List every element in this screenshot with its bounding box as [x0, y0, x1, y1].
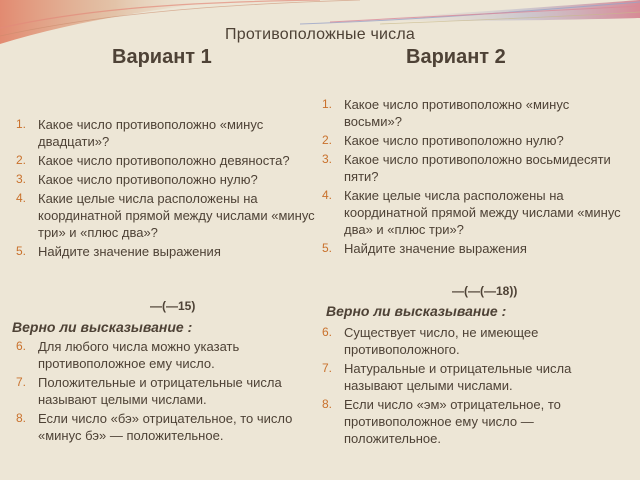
list-item — [16, 338, 324, 372]
item-number: 3. — [16, 172, 27, 186]
item-number: 2. — [322, 133, 333, 147]
item-number: 8. — [16, 411, 27, 425]
item-text: Какие целые числа расположены на координатной прямой между числами «минус три» и «плюс два»? — [38, 191, 315, 240]
item-text: Какие целые числа расположены на координатной прямой между числами «минус два» и «плюс три»? — [344, 188, 621, 237]
item-text: Какое число противоположно девяноста? — [38, 153, 290, 168]
variant-2-heading: Вариант 2 — [406, 46, 506, 68]
item-number: 7. — [322, 361, 333, 375]
variant-1-heading: Вариант 1 — [112, 46, 212, 68]
list-item — [322, 240, 630, 257]
list-item — [322, 324, 630, 358]
item-text: Натуральные и отрицательные числа называют целыми числами. — [344, 361, 572, 393]
list-item — [322, 151, 630, 185]
list-item — [16, 243, 318, 260]
slide-title: Противоположные числа — [225, 26, 415, 43]
list-item — [16, 374, 324, 408]
item-text: Какое число противоположно восьмидесяти пяти? — [344, 152, 611, 184]
item-text: Какое число противоположно «минус двадцати»? — [38, 117, 264, 149]
true-false-heading-2: Верно ли высказывание : — [326, 303, 507, 319]
expression-variant-1: —(—15) — [150, 299, 196, 313]
list-item — [16, 171, 318, 188]
item-number: 4. — [16, 191, 27, 205]
item-text: Если число «эм» отрицательное, то противоположное ему число — положительное. — [344, 397, 561, 446]
item-text: Для любого числа можно указать противоположное ему число. — [38, 339, 240, 371]
variant-2-statements — [322, 324, 630, 449]
list-item — [16, 152, 318, 169]
item-number: 3. — [322, 152, 333, 166]
list-item — [322, 132, 630, 149]
item-number: 2. — [16, 153, 27, 167]
item-number: 1. — [16, 117, 27, 131]
list-item — [322, 396, 630, 447]
item-text: Положительные и отрицательные числа называют целыми числами. — [38, 375, 282, 407]
item-text: Какое число противоположно нулю? — [38, 172, 258, 187]
list-item — [16, 410, 324, 444]
item-text: Какое число противоположно «минус восьми»? — [344, 97, 570, 129]
list-item — [16, 116, 318, 150]
item-number: 6. — [16, 339, 27, 353]
expression-variant-2: —(—(—18)) — [452, 284, 518, 298]
variant-2-questions — [322, 96, 630, 259]
item-number: 1. — [322, 97, 333, 111]
item-text: Найдите значение выражения — [38, 244, 221, 259]
item-number: 4. — [322, 188, 333, 202]
true-false-heading-1: Верно ли высказывание : — [12, 319, 193, 335]
item-number: 5. — [322, 241, 333, 255]
item-number: 6. — [322, 325, 333, 339]
item-text: Какое число противоположно нулю? — [344, 133, 564, 148]
item-text: Если число «бэ» отрицательное, то число «минус бэ» — положительное. — [38, 411, 293, 443]
variant-1-statements — [16, 338, 324, 446]
item-number: 7. — [16, 375, 27, 389]
list-item — [16, 190, 318, 241]
item-text: Найдите значение выражения — [344, 241, 527, 256]
list-item — [322, 187, 630, 238]
variant-1-questions — [16, 116, 318, 262]
item-text: Существует число, не имеющее противоположного. — [344, 325, 539, 357]
item-number: 8. — [322, 397, 333, 411]
list-item — [322, 360, 630, 394]
item-number: 5. — [16, 244, 27, 258]
list-item — [322, 96, 630, 130]
